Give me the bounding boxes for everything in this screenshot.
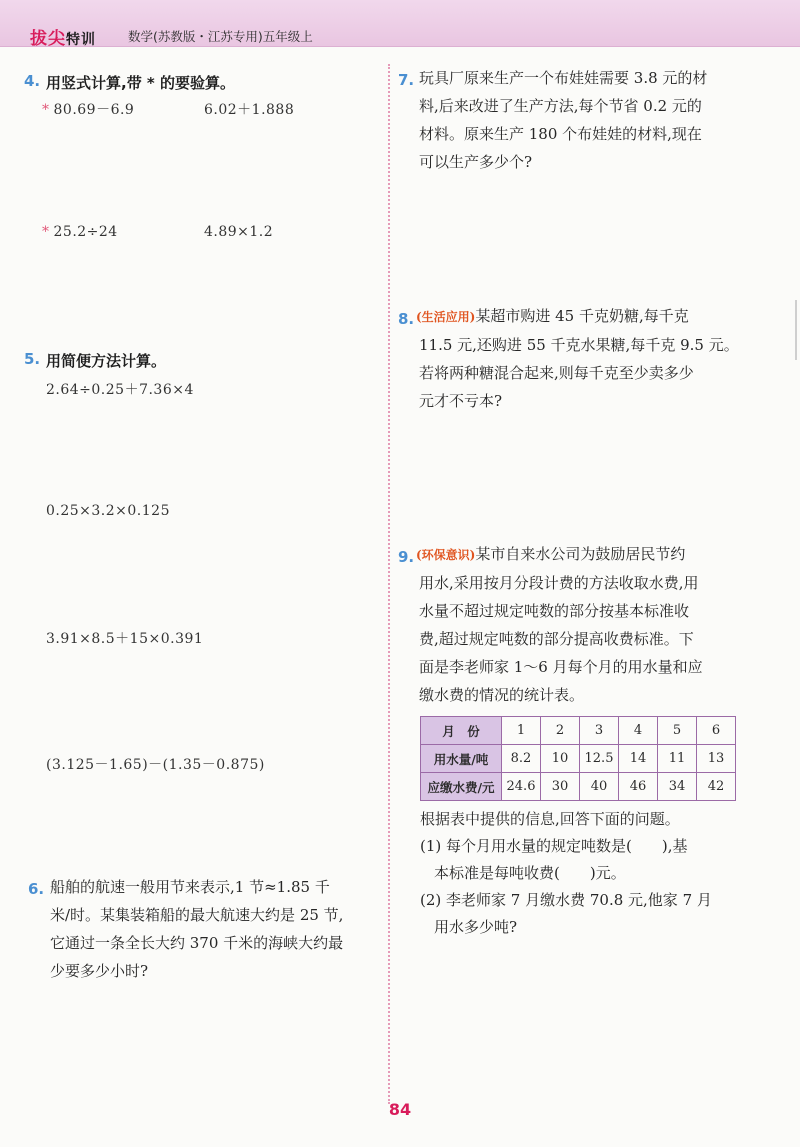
column-divider — [388, 64, 390, 1104]
page-edge-mark — [795, 300, 797, 360]
table-row-fees: 应缴水费/元 24.6 30 40 46 34 42 — [421, 773, 736, 801]
table-row-usage: 用水量/吨 8.2 10 12.5 14 11 13 — [421, 745, 736, 773]
q6-text: 船舶的航速一般用节来表示,1 节≈1.85 千 米/时。某集装箱船的最大航速大约是 25 节, 它通过一条全长大约 370 千米的海峡大约最 少要多少小时? — [50, 878, 344, 980]
q4-expr-4: 4.89×1.2 — [204, 224, 274, 240]
q9-text: (环保意识)某市自来水公司为鼓励居民节约 用水,采用按月分段计费的方法收取水费,用 水量不超过规定吨数的部分按基本标准收 费,超过规定吨数的部分提高收费标准。下 面是李老师家 1～6 月每个月的用水量和应 缴水费的情况的统计表。 — [416, 545, 703, 704]
q4-title: 用竖式计算,带 * 的要验算。 — [46, 74, 235, 92]
q5-expr-3: 3.91×8.5＋15×0.391 — [46, 631, 204, 647]
q9-number: 9. — [398, 548, 415, 566]
q8-tag: (生活应用) — [416, 310, 476, 324]
brand-sub: 特训 — [66, 32, 96, 48]
q5-title: 用简便方法计算。 — [46, 352, 167, 370]
page-number: 84 — [388, 1100, 412, 1119]
q4-number: 4. — [24, 72, 41, 90]
star-icon: * — [42, 224, 50, 240]
q7-number: 7. — [398, 71, 415, 89]
page-header — [0, 0, 800, 47]
water-fee-table — [420, 716, 736, 801]
table-header-fees: 应缴水费/元 — [421, 773, 502, 801]
q5-expr-1: 2.64÷0.25＋7.36×4 — [46, 382, 194, 398]
q5-expr-4: (3.125－1.65)－(1.35－0.875) — [46, 757, 265, 773]
q6-number: 6. — [28, 880, 45, 898]
q4-expr-1: * 80.69－6.9 — [42, 102, 135, 118]
table-row-month: 月 份 1 2 3 4 5 6 — [421, 717, 736, 745]
brand-main: 拔尖 — [30, 29, 66, 49]
q5-expr-2: 0.25×3.2×0.125 — [46, 503, 170, 519]
q4-expr-2: 6.02＋1.888 — [204, 102, 295, 118]
q5-number: 5. — [24, 350, 41, 368]
q7-text: 玩具厂原来生产一个布娃娃需要 3.8 元的材 料,后来改进了生产方法,每个节省 0.2 元的 材料。原来生产 180 个布娃娃的材料,现在 可以生产多少个? — [419, 69, 708, 171]
q9-tag: (环保意识) — [416, 548, 476, 562]
q4-expr-3: * 25.2÷24 — [42, 224, 118, 240]
book-subtitle: 数学(苏教版・江苏专用)五年级上 — [128, 29, 313, 44]
star-icon: * — [42, 102, 50, 118]
q9-questions: 根据表中提供的信息,回答下面的问题。 (1) 每个月用水量的规定吨数是( ),基 本标准是每吨收费( )元。 (2) 李老师家 7 月缴水费 70.8 元,他家 7 月 用水多少吨? — [420, 810, 712, 936]
q8-text: (生活应用)某超市购进 45 千克奶糖,每千克 11.5 元,还购进 55 千克水果糖,每千克 9.5 元。 若将两种糖混合起来,则每千克至少卖多少 元才不亏本? — [416, 307, 739, 410]
table-header-month: 月 份 — [421, 717, 502, 745]
q8-number: 8. — [398, 310, 415, 328]
table-header-usage: 用水量/吨 — [421, 745, 502, 773]
brand-logo — [30, 24, 96, 49]
